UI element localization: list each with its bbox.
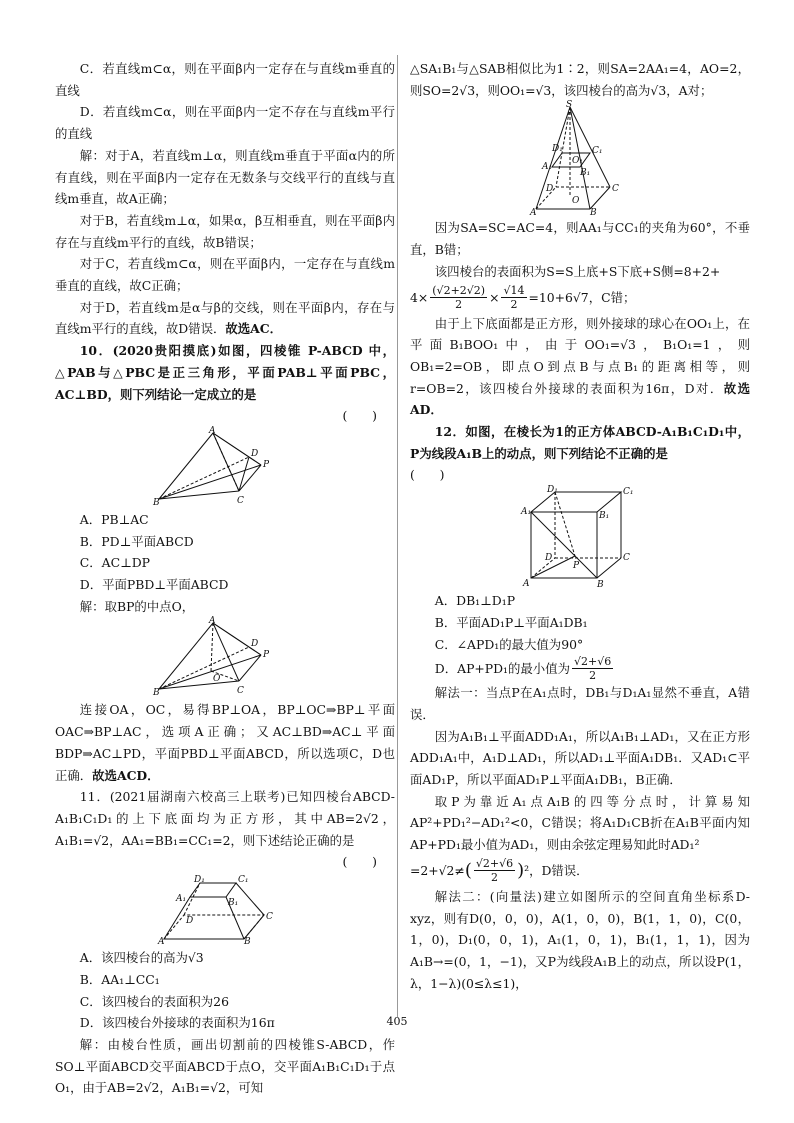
question-11: 11．(2021届湖南六校高三上联考)已知四棱台ABCD-A₁B₁C₁D₁的上下底面均为正方形，其中AB=2√2，A₁B₁=√2，AA₁=BB₁=CC₁=2，则下述结论正确的是 <box>55 789 395 848</box>
solution-text: 解：对于A，若直线m⊥α，则直线m垂直于平面α内的所有直线，则在平面β内一定存在无数条与交线平行的直线与直线m垂直，故A正确； <box>55 147 395 207</box>
answer: 故选AC． <box>225 321 283 337</box>
formula-line: =2+√2≠ ( $\frac{√2+√6}{2}$ ) ²，D错误． <box>410 857 589 885</box>
fraction: $\frac{(√2+2√2)}{2}$ <box>432 284 486 312</box>
solution-text: 对于B，若直线m⊥α，如果α，β互相垂直，则在平面β内存在与直线m平行的直线，故B错误； <box>55 212 395 250</box>
svg-text:S: S <box>566 100 573 111</box>
svg-text:D₁: D₁ <box>194 875 205 886</box>
fraction: $\frac{√2+√6}{2}$ <box>475 857 514 885</box>
left-column <box>55 58 395 1099</box>
formula-line: 4× $\frac{(√2+2√2)}{2}$ × $\frac{√14}{2}$ =10+6√7，C错； <box>410 284 636 312</box>
figure-frustum-2 <box>530 100 630 219</box>
option: D．AP+PD₁的最小值为 $\frac{√2+√6}{2}$ <box>434 655 612 683</box>
svg-text:D: D <box>545 553 553 564</box>
solution-text: 因为A₁B₁⊥平面ADD₁A₁，所以A₁B₁⊥AD₁，又在正方形ADD₁A₁中，A₁D⊥AD₁，所以AD₁⊥平面A₁DB₁．又AD₁⊂平面AD₁P，所以平面AD₁P⊥平面A₁DB₁，B正确． <box>410 728 750 788</box>
question-12: 12．如图，在棱长为1的正方体ABCD-A₁B₁C₁D₁中，P为线段A₁B上的动点，则下列结论不正确的是 <box>410 424 750 461</box>
figure-pyramid-2 <box>153 616 295 699</box>
figure-frustum-1 <box>158 875 290 948</box>
svg-text:A: A <box>523 579 530 590</box>
solution-text: 解：取BP的中点O， <box>79 598 195 614</box>
svg-text:C: C <box>612 184 619 195</box>
page-number: 405 <box>386 1015 408 1028</box>
answer-bracket: ( ) <box>342 408 377 424</box>
svg-text:O: O <box>213 674 221 685</box>
svg-text:A₁: A₁ <box>521 507 532 518</box>
option: C．该四棱台的表面积为26 <box>79 993 229 1009</box>
option-text: D．若直线m⊂α，则在平面β内一定不存在与直线m平行的直线 <box>55 104 395 142</box>
svg-text:B: B <box>244 937 251 948</box>
svg-text:B: B <box>590 208 597 219</box>
svg-text:A: A <box>209 616 216 627</box>
label: C <box>237 495 244 506</box>
solution-text: 解：由棱台性质，画出切割前的四棱锥S-ABCD，作SO⊥平面ABCD交平面ABCD于点O，交平面A₁B₁C₁D₁于点O₁，由于AB=2√2，A₁B₁=√2，可知 <box>55 1036 395 1096</box>
svg-text:A₁: A₁ <box>542 162 553 173</box>
option: B．平面AD₁P⊥平面A₁DB₁ <box>434 614 588 630</box>
svg-text:C₁: C₁ <box>623 487 634 498</box>
svg-text:C₁: C₁ <box>238 875 249 886</box>
label: B <box>153 497 160 508</box>
svg-text:A: A <box>530 208 537 219</box>
answer: 故选ACD． <box>92 767 160 783</box>
solution-text: 解法一：当点P在A₁点时，DB₁与D₁A₁显然不垂直，A错误． <box>410 685 750 722</box>
solution-text: △SA₁B₁与△SAB相似比为1∶2，则SA=2AA₁=4，AO=2，则SO=2√3，则OO₁=√3，该四棱台的高为√3，A对； <box>410 61 750 98</box>
svg-text:D: D <box>251 639 259 650</box>
option: B．PD⊥平面ABCD <box>79 533 194 549</box>
solution-text: 对于D，若直线m是α与β的交线，则在平面β内，存在与直线m平行的直线，故D错误．故选AC． <box>55 299 395 337</box>
svg-text:D: D <box>546 184 554 195</box>
figure-cube <box>521 485 635 591</box>
svg-text:B₁: B₁ <box>599 511 610 522</box>
svg-text:D: D <box>186 916 194 927</box>
solution-text: 解法二：(向量法)建立如图所示的空间直角坐标系D-xyz，则有D(0，0，0)，A(1，0，0)，B(1，1，0)，C(0，1，0)，D₁(0，0，1)，A₁(1，0，1)，B₁(1，1，1)，因为A₁B→=(0，1，−1)，又P为线段A₁B上的动点，所以设P(1，λ，1−λ)(0≤λ≤1)， <box>410 888 750 991</box>
svg-text:B: B <box>153 688 160 699</box>
svg-text:C: C <box>266 912 273 923</box>
label: A <box>209 425 216 436</box>
option-text: C．若直线m⊂α，则在平面β内一定存在与直线m垂直的直线 <box>55 61 395 98</box>
svg-text:P: P <box>263 650 270 661</box>
option: A．该四棱台的高为√3 <box>79 950 204 966</box>
answer-bracket: ( ) <box>342 854 377 870</box>
solution-text: 由于上下底面都是正方形，则外接球的球心在OO₁上，在平面B₁BOO₁中，由于OO₁=√3，B₁O₁=1，则OB₁=2=OB，即点O到点B与点B₁的距离相等，则r=OB=2，该四棱台外接球的表面积为16π，D对．故选AD． <box>410 315 750 418</box>
option: C．∠APD₁的最大值为90° <box>434 636 584 652</box>
svg-text:C: C <box>623 553 630 564</box>
svg-text:B: B <box>597 580 604 591</box>
option: D．该四棱台外接球的表面积为16π <box>79 1015 275 1031</box>
svg-text:A₁: A₁ <box>176 894 187 905</box>
option: D．平面PBD⊥平面ABCD <box>79 577 229 593</box>
column-divider <box>397 55 398 1017</box>
svg-text:O: O <box>572 196 580 207</box>
svg-text:B₁: B₁ <box>580 168 591 179</box>
right-column <box>410 58 750 994</box>
solution-text: 该四棱台的表面积为S=S上底+S下底+S侧=8+2+ <box>434 263 721 279</box>
solution-text: 因为SA=SC=AC=4，则AA₁与CC₁的夹角为60°，不垂直，B错； <box>410 220 750 258</box>
option: A．DB₁⊥D₁P <box>434 593 516 609</box>
svg-text:D₁: D₁ <box>547 485 558 496</box>
option: A．PB⊥AC <box>79 511 149 527</box>
fraction: $\frac{√2+√6}{2}$ <box>573 655 612 683</box>
svg-text:O₁: O₁ <box>572 156 583 167</box>
figure-pyramid-1 <box>153 425 295 508</box>
question-10: 10．(2020贵阳摸底)如图，四棱锥 P-ABCD 中，△PAB与△PBC是正三角形，平面PAB⊥平面PBC，AC⊥BD，则下列结论一定成立的是 <box>55 343 395 402</box>
solution-text: 对于C，若直线m⊂α，则在平面β内，一定存在与直线m垂直的直线，故C正确； <box>55 256 395 294</box>
answer: 故选AD． <box>410 380 750 418</box>
option: C．AC⊥DP <box>79 555 151 571</box>
svg-text:A: A <box>158 937 165 948</box>
solution-text: 取P为靠近A₁点A₁B的四等分点时，计算易知AP²+PD₁²−AD₁²<0，C错误；将A₁D₁CB折在A₁B平面内知AP+PD₁最小值为AD₁，则由余弦定理易知此时AD₁² <box>410 793 750 853</box>
svg-text:C₁: C₁ <box>592 146 603 157</box>
solution-text: 连接OA，OC，易得BP⊥OA，BP⊥OC⇒BP⊥平面OAC⇒BP⊥AC，选项A正确；又AC⊥BD⇒AC⊥平面BDP⇒AC⊥PD，平面PBD⊥平面ABCD，所以选项C，D也正确．故选ACD． <box>55 702 395 783</box>
option: B．AA₁⊥CC₁ <box>79 971 160 987</box>
fraction: $\frac{√14}{2}$ <box>503 284 525 312</box>
answer-bracket: ( ) <box>410 467 445 483</box>
svg-text:C: C <box>237 686 244 697</box>
svg-text:P: P <box>573 561 580 572</box>
svg-text:D₁: D₁ <box>552 144 563 155</box>
label: D <box>251 448 259 459</box>
label: P <box>263 459 270 470</box>
svg-text:B₁: B₁ <box>228 898 239 909</box>
